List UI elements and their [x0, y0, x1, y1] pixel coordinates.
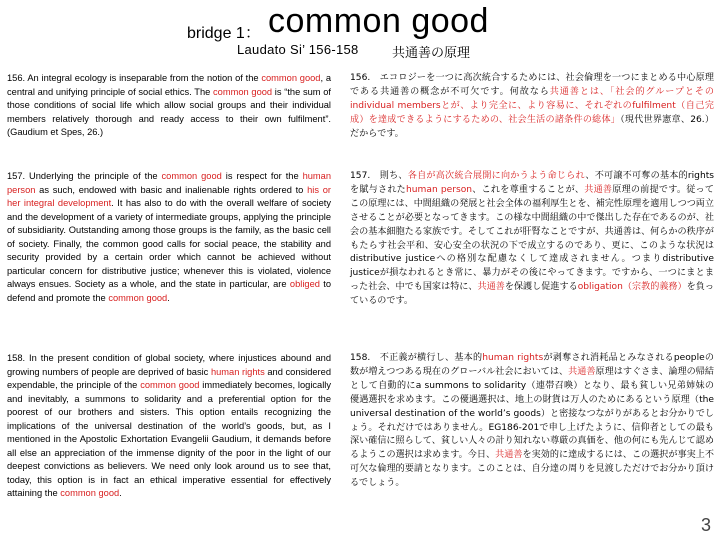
- body-text: to defend and promote the: [7, 279, 331, 303]
- body-text: を実効的に達成するには、この選択が事実上不可欠な倫理的要請となります。このことは、自分達の周りを見渡しただけでお分かり頂けるでしょう。: [350, 450, 714, 489]
- paragraph-text: [7, 352, 331, 501]
- body-text: 157. 則ち、: [350, 171, 408, 181]
- highlighted-text: 各自が高次統合展開に向かうよう命じられ: [407, 171, 586, 181]
- page-title: common good: [268, 2, 489, 40]
- highlighted-text: his or her integral development: [7, 184, 332, 208]
- body-text: 157. Underlying the principle of the: [7, 171, 162, 181]
- body-text: 156. エコロジーを一つに高次統合するためには、社会倫理を一つにまとめる中心原理である共通善の概念が不可欠です。何故なら: [350, 73, 714, 97]
- highlighted-text: common good: [60, 488, 120, 498]
- paragraph-text: [7, 72, 331, 140]
- body-text: を保護し促進する: [504, 282, 578, 293]
- body-text: , a central and unifying principle of social ethics. The: [7, 73, 331, 97]
- highlighted-text: human rights: [482, 353, 544, 363]
- title-prefix: bridge 1：: [187, 25, 261, 42]
- body-text: immediately becomes, logically and inevitably, a summons to solidarity and a preferential option for the poorest of our brothers and sisters. This option entails recognizing the implications of the universal destination of the world’s goods, but, as I mentioned in the Apostolic Exhortation Evangelii Gaudium, it demands before all else an appreciation of the immense dignity of the poor in the light of our deepest convictions as believers. We need only look around us to see that, today, this option is in fact an ethical imperative essential for effectively attaining the: [7, 380, 331, 498]
- body-text: is “the sum of those conditions of social life which allow social groups and their individual members relatively thorough and ready access to their own fulfilment”. (Gaudium et Spes, 26.): [7, 86, 331, 137]
- body-text: を負っているのです。: [350, 282, 714, 307]
- paragraph-156-en: [7, 72, 331, 140]
- paragraph-157-ja: [350, 170, 714, 309]
- paragraph-text: [350, 170, 714, 309]
- body-text: （現代世界憲章、26.）だからです。: [350, 114, 714, 139]
- paragraph-158-ja: [350, 352, 714, 491]
- body-text: 、これを尊重することが、: [472, 184, 585, 195]
- highlighted-text: common good: [140, 380, 200, 390]
- highlighted-text: 共通善: [584, 184, 613, 195]
- paragraph-156-ja: [350, 72, 714, 142]
- subtitle-english: Laudato Si’ 156-158: [237, 42, 359, 57]
- highlighted-text: 共通善: [477, 282, 505, 293]
- highlighted-text: human person: [7, 171, 332, 195]
- subtitle-japanese: 共通善の原理: [392, 46, 471, 61]
- page-number: 3: [701, 515, 712, 535]
- body-text: が剥奪され消耗品とみなされるpeopleの数が増えつつある現在のグローバル社会においては、: [350, 353, 715, 377]
- body-text: 158. 不正義が横行し、基本的: [350, 353, 483, 363]
- body-text: .: [119, 488, 122, 498]
- highlighted-text: 共通善: [495, 450, 523, 461]
- paragraph-text: [350, 352, 714, 491]
- highlighted-text: common good: [261, 73, 321, 83]
- paragraph-text: [350, 72, 714, 142]
- body-text: and considered expendable, the principle of the: [7, 366, 331, 390]
- paragraph-158-en: [7, 352, 331, 501]
- highlighted-text: obliged: [289, 279, 320, 289]
- title-row: [0, 2, 720, 40]
- highlighted-text: human rights: [210, 366, 265, 377]
- body-text: 156. An integral ecology is inseparable from the notion of the: [7, 73, 262, 83]
- highlighted-text: common good: [108, 292, 168, 303]
- highlighted-text: common good: [213, 86, 273, 97]
- body-text: 158. In the present condition of global society, where injustices abound and growing numbers of people are deprived of basic: [7, 353, 331, 377]
- body-text: 原理はすぐさま、論理の帰結として自動的にa summons to solidarity（連帯召喚）となり、最も貧しい兄弟姉妹の優遇選択を求めます。この優遇選択は、地上の財貨は万人のためにあるという原理（the universal destination of the world’s goods）と密接なつながりがあるとお分かりでしょう。それだけではありません。EG186-201で申し上げたように、信仰者としての最も深い確信に照らして、貧しい人々の計り知れない尊厳の真価を、他の何にも先んじて認めるようこの選択は求めます。今日、: [350, 366, 714, 461]
- paragraph-text: [7, 170, 331, 305]
- body-text: as such, endowed with basic and inalienable rights ordered to: [35, 184, 308, 195]
- body-text: is respect for the: [221, 171, 303, 181]
- paragraph-157-en: [7, 170, 331, 305]
- body-text: 、不可譲不可奪の基本的rightsを賦与された: [350, 171, 715, 195]
- highlighted-text: 共通善: [568, 366, 596, 377]
- body-text: . It has also to do with the overall welfare of society and the development of a variety of intermediate groups, applying the principle of subsidiarity. Outstanding among those groups is the family, as the basic cell of society. Finally, the common good calls for social peace, the stability and security provided by a certain order which cannot be achieved without particular concern for distributive justice; whenever this is violated, violence always ensues. Society as a whole, and the state in particular, are: [7, 198, 331, 289]
- highlighted-text: common good: [161, 171, 222, 181]
- highlighted-text: human person: [406, 184, 473, 195]
- body-text: .: [167, 292, 170, 303]
- highlighted-text: obligation（宗教的義務）: [577, 282, 687, 293]
- body-text: 原理の前提です。従ってこの原理には、中間組織の発展と社会全体の福利厚生とを、補完性原理を適用しつつ両立させることが必要となってきます。この様な中間組織の中で傑出した存在であるのが、社会の基本細胞たる家族です。そしてこれが肝腎なことですが、共通善は、何らかの秩序がもたらす社会平和、安心安全の状況の下で成立するのであり、更に、このような状況はdistributive justiceへの格別な配慮なくして達成されません。つまりdistributive justiceが損なわれるとき常に、暴力がその後にやってきます。ですから、一つにまとまった社会、中でも国家は特に、: [350, 184, 714, 293]
- highlighted-text: 共通善とは、「社会的グループとそのindividual membersとが、より完全に、より容易に、それぞれのfulfilment（自己完成）を達成できるようにするための、社会生活の諸条件の総体」: [350, 86, 714, 125]
